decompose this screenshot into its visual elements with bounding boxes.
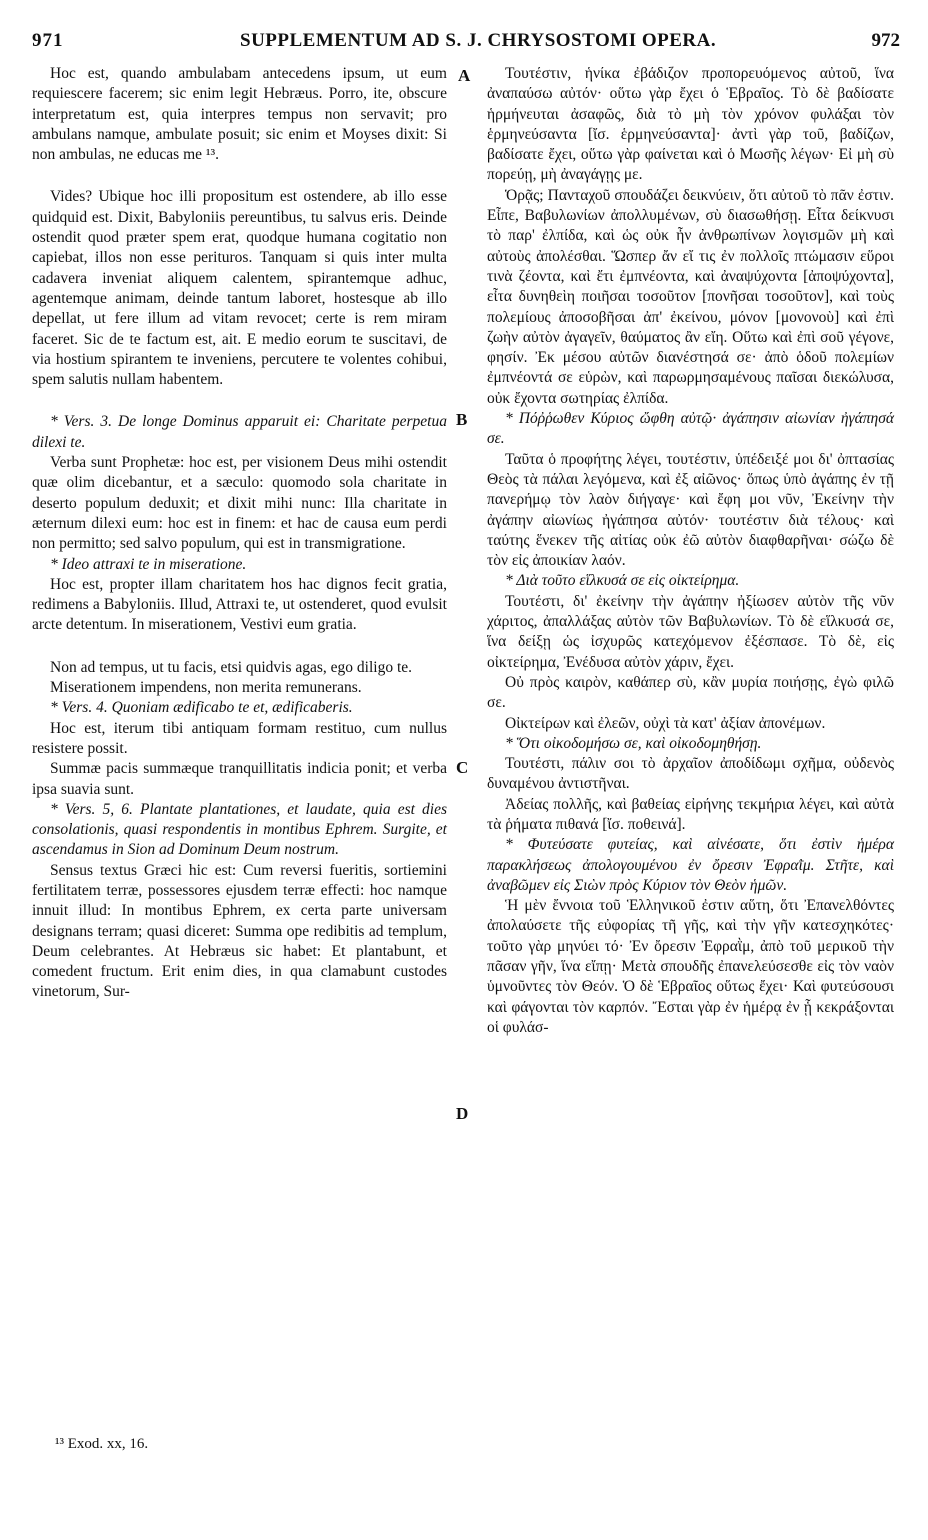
latin-paragraph: Miserationem impendens, non merita remunerans.	[50, 679, 362, 697]
latin-paragraph: Hoc est, iterum tibi antiquam formam restituo, cum nullus resistere possit.	[32, 719, 447, 757]
margin-letter-c: C	[456, 758, 469, 777]
margin-letter-b: B	[456, 410, 468, 429]
greek-verse-heading: * Πόῤῥωθεν Κύριος ὤφθη αὐτῷ· ἀγάπησιν αἰωνίαν ἠγάπησά σε.	[487, 410, 894, 448]
greek-paragraph: Οἰκτείρων καὶ ἐλεῶν, οὐχὶ τὰ κατ' ἀξίαν ἀπονέμων.	[505, 714, 826, 732]
margin-letter-d: D	[456, 1104, 469, 1123]
running-title: SUPPLEMENTUM AD S. J. CHRYSOSTOMI OPERA.	[240, 30, 717, 51]
greek-verse-heading: * Φυτεύσατε φυτείας, καὶ αἰνέσατε, ὅτι ἐστὶν ἡμέρα παρακλήσεως ἀπολογουμένου ἐν ὄρεσιν Ἐφραῒμ. Στῆτε, καὶ ἀναβῶμεν εἰς Σιὼν πρὸς Κύριον τὸν Θεὸν ἡμῶν.	[487, 836, 894, 894]
greek-paragraph: Ἀδείας πολλῆς, καὶ βαθείας εἰρήνης τεκμήρια λέγει, καὶ αὐτὰ τὰ ῥήματα πιθανά [ἴσ. ποθεινά].	[487, 795, 894, 833]
greek-paragraph: Ἡ μὲν ἔννοια τοῦ Ἑλληνικοῦ ἐστιν αὕτη, ὅτι Ἐπανελθόντες ἀπολαύσετε τῆς εὐφορίας τῆ γῆς, καὶ τὴν γῆν κατεσχηκότες· τοῦτο γὰρ μηνύει τό· Ἐν ὄρεσιν Ἐφραῒμ, ἀπὸ τοῦ μερικοῦ τὴν πᾶσαν γῆν, ἵνα εἴπῃ· Μετὰ σπουδῆς ἐπανελεύσεσθε εἰς τὸν ναὸν ὑμνοῦντες τὸν Θεόν. Ὁ δὲ Ἑβραῖος οὕτως ἔχει· Καὶ φυτεύσουσι καὶ φάγονται τὸν καρπόν. Ἔσται γὰρ ἐν ἡμέρᾳ ἐν ᾗ κεκράξονται οἱ φυλάσ-	[487, 897, 894, 1036]
margin-letter-a: A	[458, 66, 471, 85]
greek-column	[487, 64, 894, 1038]
greek-paragraph: Τουτέστιν, ἡνίκα ἐβάδιζον προπορευόμενος αὐτοῦ, ἵνα ἀναπαύσω αὐτόν· οὕτω γὰρ ἔχει ὁ Ἑβραῖος. Τὸ δὲ βαδίσατε ἡρμήνευται ἀσαφῶς, διὰ τὸ μὴ τὸν χρόνον φυλάξαι τὸν ἑρμηνεύσαντα [ἴσ. ἑρμηνεύσαντα]· ἀντὶ γὰρ τοῦ, βαδίζων, βαδίσατε ἔχει, οὕτω γὰρ φαίνεται καὶ ὁ Μωσῆς λέγων· Εἰ μὴ σὺ πορεύῃ, μὴ ἀναγάγῃς με.	[487, 65, 894, 184]
greek-paragraph: Ταῦτα ὁ προφήτης λέγει, τουτέστιν, ὑπέδειξέ μοι δι' ὀπτασίας Θεὸς τὰ πάλαι λεγόμενα, καὶ ἐξ αἰῶνος· ὅπως ὑπὸ ἀγάπης ἐν τῇ πανερήμῳ τὸν λαὸν διήγαγε· καὶ ἔφη μοι νῦν, Ἐκείνην τὴν ἀγάπην αἰωνίως ἠγάπησα αὐτόν· τουτέστιν διὰ τέλους· καὶ ταύτης ἕνεκεν τῆς αἰτίας οὐκ ἐῶ αὐτὸν διαφθαρῆναι· σώζω δὲ τὸν εἰς ἀποικίαν λαόν.	[487, 450, 894, 570]
page-number-left: 971	[32, 30, 64, 51]
footnote: ¹³ Exod. xx, 16.	[55, 1436, 149, 1452]
greek-paragraph: Ὁρᾷς; Πανταχοῦ σπουδάζει δεικνύειν, ὅτι αὐτοῦ τὸ πᾶν ἐστιν. Εἶπε, Βαβυλωνίων ἀπολλυμένων, σὺ διασωθήσῃ. Εἶτα δείκνυσι τὸ παρ' ἐλπίδα, καὶ ὡς οὐκ ἦν ἀνθρωπίνων λογισμῶν μὴ καὶ αὐτοὺς ἀπολέσθαι. Ὥσπερ ἄν εἴ τις ἐν πολλοῖς πτώμασιν εὕροι τινὰ ζέοντα, καὶ ἔτι ἐμπνέοντα, καὶ ἀναψύχοντα [ἀποψύχοντα], εἶτα δυνηθεὶη ποιῆσαι τοσοῦτον [πονῆσαι τοσοῦτον], καὶ τοὺς πολεμίους ἀποσοβῆσαι ἀπ' ἐκείνου, μόνον [μονονοὺ] καὶ ἐπὶ ζωὴν αὐτὸν ἀγαγεῖν, θαύματος ἂν εἴη. Οὕτω καὶ ἐπὶ σοῦ γέγονε, φησίν. Ἐκ μέσου αὐτῶν διανέστησά σε· ἀπὸ ὁδοῦ πολεμίων ἐμπνέοντά σε εὑρὼν, καὶ παρωρμησαμένους παῖσαι διεκώλυσα, οὐκ ἔχοντα σωτηρίας ἐλπίδα.	[487, 186, 894, 407]
latin-column	[32, 64, 447, 1003]
greek-verse-heading: * Διὰ τοῦτο εἵλκυσά σε εἰς οἰκτείρημα.	[505, 572, 740, 590]
latin-verse-heading: * Ideo attraxi te in miseratione.	[50, 555, 247, 573]
greek-paragraph: Οὐ πρὸς καιρὸν, καθάπερ σὺ, κἂν μυρία ποιήσῃς, ἐγὼ φιλῶ σε.	[487, 673, 894, 712]
latin-verse-heading: * Vers. 4. Quoniam ædificabo te et, ædificaberis.	[50, 699, 353, 717]
running-header	[30, 30, 900, 60]
page-number-right: 972	[871, 30, 900, 51]
greek-paragraph: Τουτέστι, πάλιν σοι τὸ ἀρχαῖον ἀποδίδωμι σχῆμα, οὐδενὸς δυναμένου ἀντιστῆναι.	[487, 755, 894, 793]
latin-paragraph: Hoc est, propter illam charitatem hos hac dignos fecit gratia, redimens a Babyloniis. Illud, Attraxi te, ut ostenderet, quod evulsit arcte detentum. In miserationem, Vestivi eum gratia.	[32, 575, 447, 634]
latin-verse-heading: * Vers. 5, 6. Plantate plantationes, et laudate, quia est dies consolationis, quasi respondentis in montibus Ephrem. Surgite, et ascendamus in Sion ad Dominum Deum nostrum.	[32, 800, 447, 859]
greek-paragraph: Τουτέστι, δι' ἐκείνην τὴν ἀγάπην ἠξίωσεν αὐτὸν τῆς νῦν χάριτος, ἀπαλλάξας αὐτὸν τῶν Βαβυλωνίων. Τὸ δὲ εἵλκυσά σε, ἵνα δείξῃ ὡς ἰσχυρῶς κατεχόμενον ἐξέσπασε. Τὸ δὲ, εἰς οἰκτείρημα, Ἐνέδυσα αὐτὸν χάριν, ἔχει.	[487, 592, 894, 671]
latin-paragraph: Summæ pacis summæque tranquillitatis indicia ponit; et verba ipsa suavia sunt.	[32, 760, 447, 798]
latin-paragraph: Verba sunt Prophetæ: hoc est, per visionem Deus mihi ostendit quæ olim dicebantur, et a sæculo: quomodo sola charitate in deserto populum deduxit; et dixit mihi nunc: Illa charitate in æternum dilexi eum: hoc est in finem: et hac de causa eum perdi non permitto; sed salvo populum, qui est in transmigratione.	[32, 454, 447, 553]
greek-verse-heading: * Ὅτι οἰκοδομήσω σε, καὶ οἰκοδομηθήσῃ.	[505, 734, 762, 752]
latin-paragraph: Sensus textus Græci hic est: Cum reversi fueritis, sortiemini fertilitatem terræ, possessores ejusdem terræ effecti: hoc namque innuit illud: In montibus Ephrem, ex certa parte universam designans terram; quasi diceret: Summa ope redibitis ad templum, Deum celebrantes. At Hebræus sic habet: Et plantabunt, et comedent fructum. Erit enim dies, in qua clamabunt custodes vinetorum, Sur-	[32, 861, 447, 1001]
latin-paragraph: Vides? Ubique hoc illi propositum est ostendere, ab illo esse quidquid est. Dixit, Babyloniis pereuntibus, tu salvus eris. Deinde ostendit quod præter spem erat, quodque humana cogitatio non capiebat, illos non esse perituros. Tanquam si quis inter multa cadavera inveniat aliquem calentem, spirantemque adhuc, agentemque animam, deinde tantum laboret, hostesque ab illo depellat, ut fere illum ad vitam revocet; certe is rem miram faceret. Sic de te factum est, ait. E medio eorum te suscitavi, de via hostium spirantem te inveniens, percutere te volentes cohibui, spem salutis nullam habentem.	[32, 188, 447, 389]
latin-paragraph: Hoc est, quando ambulabam antecedens ipsum, ut eum requiescere facerem; sic enim legit Hebræus. Porro, ite, obscure interpretatum est, quia interpres tempus non servavit; pro ambulans namque, ambulate posuit; sic enim et Moyses dixit: Si non ambulas, ne educas me ¹³.	[32, 65, 447, 164]
latin-verse-heading: * Vers. 3. De longe Dominus apparuit ei: Charitate perpetua dilexi te.	[32, 413, 447, 451]
latin-paragraph: Non ad tempus, ut tu facis, etsi quidvis agas, ego diligo te.	[50, 658, 413, 676]
